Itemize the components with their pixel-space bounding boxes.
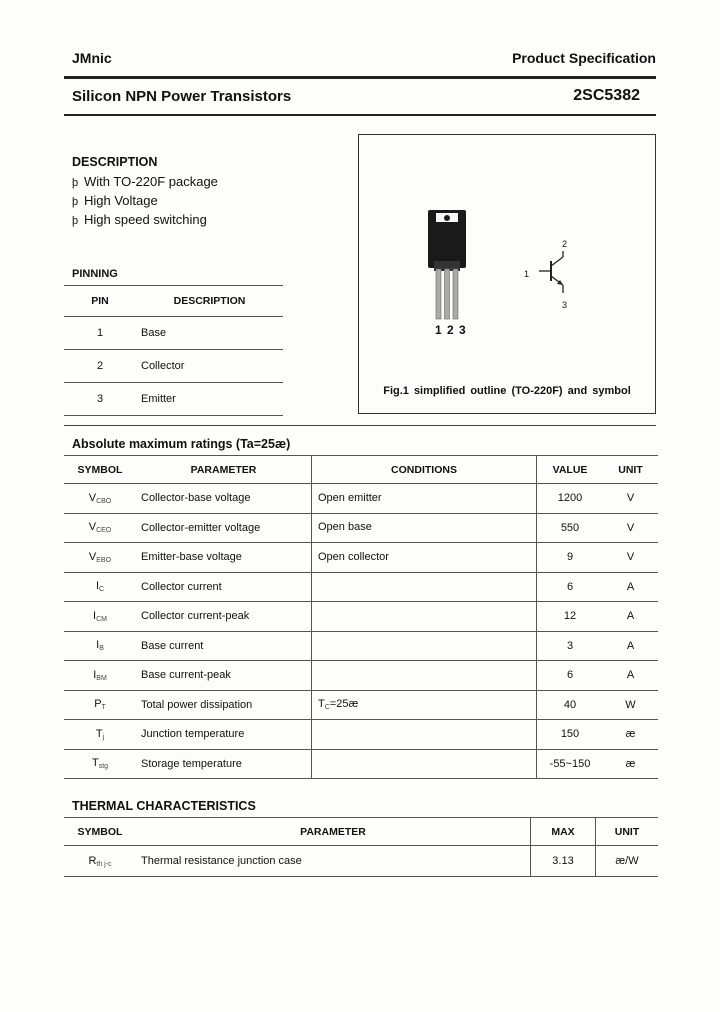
col-unit: UNIT bbox=[596, 818, 659, 846]
table-row bbox=[64, 846, 658, 877]
package-pin-labels: 1 2 3 bbox=[435, 323, 467, 337]
col-max: MAX bbox=[531, 818, 596, 846]
conditions-cell: Open emitter bbox=[312, 484, 537, 514]
part-number: 2SC5382 bbox=[573, 87, 640, 104]
thermal-heading: THERMAL CHARACTERISTICS bbox=[72, 799, 256, 813]
pin-number: 2 bbox=[64, 350, 136, 383]
symbol-cell: $R_{th j-c}$ bbox=[64, 846, 136, 877]
parameter-cell: Base current bbox=[136, 631, 312, 661]
symbol-cell: $V_{CEO}$ bbox=[64, 513, 136, 543]
col-conditions: CONDITIONS bbox=[312, 456, 537, 484]
table-row bbox=[64, 513, 658, 543]
npn-transistor-symbol-icon bbox=[527, 239, 587, 309]
symbol-cell: $I_{BM}$ bbox=[64, 661, 136, 691]
value-cell: 6 bbox=[537, 572, 604, 602]
table-row bbox=[64, 572, 658, 602]
unit-cell: V bbox=[603, 513, 658, 543]
symbol-cell: $T_j$ bbox=[64, 720, 136, 750]
thermal-table bbox=[64, 817, 658, 877]
description-item bbox=[72, 212, 207, 227]
description-text: High speed switching bbox=[84, 212, 207, 227]
col-value: VALUE bbox=[537, 456, 604, 484]
description-text: High Voltage bbox=[84, 193, 158, 208]
value-cell: 40 bbox=[537, 690, 604, 720]
table-row bbox=[64, 631, 658, 661]
bullet-mark: þ bbox=[72, 177, 79, 189]
col-pin: PIN bbox=[64, 286, 136, 317]
brand-name: JMnic bbox=[72, 50, 112, 66]
value-cell: 1200 bbox=[537, 484, 604, 514]
unit-cell: A bbox=[603, 631, 658, 661]
col-symbol: SYMBOL bbox=[64, 456, 136, 484]
unit-cell: A bbox=[603, 602, 658, 632]
conditions-cell: $T_C=25æ$ bbox=[312, 690, 537, 720]
table-row bbox=[64, 602, 658, 632]
conditions-cell: Open collector bbox=[312, 543, 537, 573]
value-cell: 150 bbox=[537, 720, 604, 750]
table-row bbox=[64, 383, 283, 416]
unit-cell: V bbox=[603, 484, 658, 514]
header-rule bbox=[64, 76, 656, 79]
unit-cell: æ bbox=[603, 749, 658, 779]
figure-caption: Fig.1 simplified outline (TO-220F) and symbol bbox=[383, 385, 631, 397]
conditions-cell bbox=[312, 749, 537, 779]
value-cell: 550 bbox=[537, 513, 604, 543]
pin-description: Base bbox=[136, 317, 283, 350]
conditions-cell bbox=[312, 661, 537, 691]
symbol-cell: $I_B$ bbox=[64, 631, 136, 661]
pin-description: Collector bbox=[136, 350, 283, 383]
symbol-cell: $T_{stg}$ bbox=[64, 749, 136, 779]
description-heading: DESCRIPTION bbox=[72, 155, 158, 169]
value-cell: 9 bbox=[537, 543, 604, 573]
table-row bbox=[64, 720, 658, 750]
symbol-pin-2: 2 bbox=[562, 239, 568, 249]
parameter-cell: Total power dissipation bbox=[136, 690, 312, 720]
description-item bbox=[72, 174, 218, 189]
parameter-cell: Collector current bbox=[136, 572, 312, 602]
value-cell: 12 bbox=[537, 602, 604, 632]
section-rule bbox=[64, 425, 656, 426]
abs-max-heading: Absolute maximum ratings (Ta=25æ) bbox=[72, 437, 291, 451]
pin-description: Emitter bbox=[136, 383, 283, 416]
parameter-cell: Collector-emitter voltage bbox=[136, 513, 312, 543]
unit-cell: æ/W bbox=[596, 846, 659, 877]
pin-number: 1 bbox=[64, 317, 136, 350]
symbol-cell: $P_T$ bbox=[64, 690, 136, 720]
parameter-cell: Collector current-peak bbox=[136, 602, 312, 632]
symbol-pin-1: 1 bbox=[524, 269, 530, 279]
col-description: DESCRIPTION bbox=[136, 286, 283, 317]
col-symbol: SYMBOL bbox=[64, 818, 136, 846]
parameter-cell: Thermal resistance junction case bbox=[136, 846, 531, 877]
col-unit: UNIT bbox=[603, 456, 658, 484]
table-row bbox=[64, 350, 283, 383]
col-parameter: PARAMETER bbox=[136, 456, 312, 484]
unit-cell: A bbox=[603, 572, 658, 602]
pin-number: 3 bbox=[64, 383, 136, 416]
table-row bbox=[64, 690, 658, 720]
pinning-table bbox=[64, 285, 283, 416]
to220f-package-icon bbox=[419, 205, 479, 325]
table-row bbox=[64, 543, 658, 573]
abs-max-table bbox=[64, 455, 658, 779]
description-text: With TO-220F package bbox=[84, 174, 218, 189]
parameter-cell: Emitter-base voltage bbox=[136, 543, 312, 573]
description-item bbox=[72, 193, 158, 208]
value-cell: 3 bbox=[537, 631, 604, 661]
table-header-row bbox=[64, 456, 658, 484]
unit-cell: æ bbox=[603, 720, 658, 750]
pinning-heading: PINNING bbox=[72, 268, 118, 280]
symbol-cell: $V_{EBO}$ bbox=[64, 543, 136, 573]
table-header-row bbox=[64, 818, 658, 846]
table-row bbox=[64, 749, 658, 779]
unit-cell: V bbox=[603, 543, 658, 573]
bullet-mark: þ bbox=[72, 215, 79, 227]
conditions-cell bbox=[312, 720, 537, 750]
table-header-row bbox=[64, 286, 283, 317]
page-title: Silicon NPN Power Transistors bbox=[72, 88, 292, 105]
parameter-cell: Base current-peak bbox=[136, 661, 312, 691]
value-cell: -55~150 bbox=[537, 749, 604, 779]
symbol-cell: $I_C$ bbox=[64, 572, 136, 602]
conditions-cell bbox=[312, 631, 537, 661]
table-row bbox=[64, 661, 658, 691]
figure-box bbox=[358, 134, 656, 414]
parameter-cell: Collector-base voltage bbox=[136, 484, 312, 514]
conditions-cell: Open base bbox=[312, 513, 537, 543]
table-row bbox=[64, 484, 658, 514]
conditions-cell bbox=[312, 572, 537, 602]
parameter-cell: Storage temperature bbox=[136, 749, 312, 779]
parameter-cell: Junction temperature bbox=[136, 720, 312, 750]
symbol-cell: $I_{CM}$ bbox=[64, 602, 136, 632]
unit-cell: W bbox=[603, 690, 658, 720]
doc-type: Product Specification bbox=[512, 50, 656, 66]
bullet-mark: þ bbox=[72, 196, 79, 208]
title-rule bbox=[64, 114, 656, 116]
conditions-cell bbox=[312, 602, 537, 632]
unit-cell: A bbox=[603, 661, 658, 691]
table-row bbox=[64, 317, 283, 350]
value-cell: 6 bbox=[537, 661, 604, 691]
symbol-cell: $V_{CBO}$ bbox=[64, 484, 136, 514]
max-cell: 3.13 bbox=[531, 846, 596, 877]
symbol-pin-3: 3 bbox=[562, 300, 568, 310]
col-parameter: PARAMETER bbox=[136, 818, 531, 846]
